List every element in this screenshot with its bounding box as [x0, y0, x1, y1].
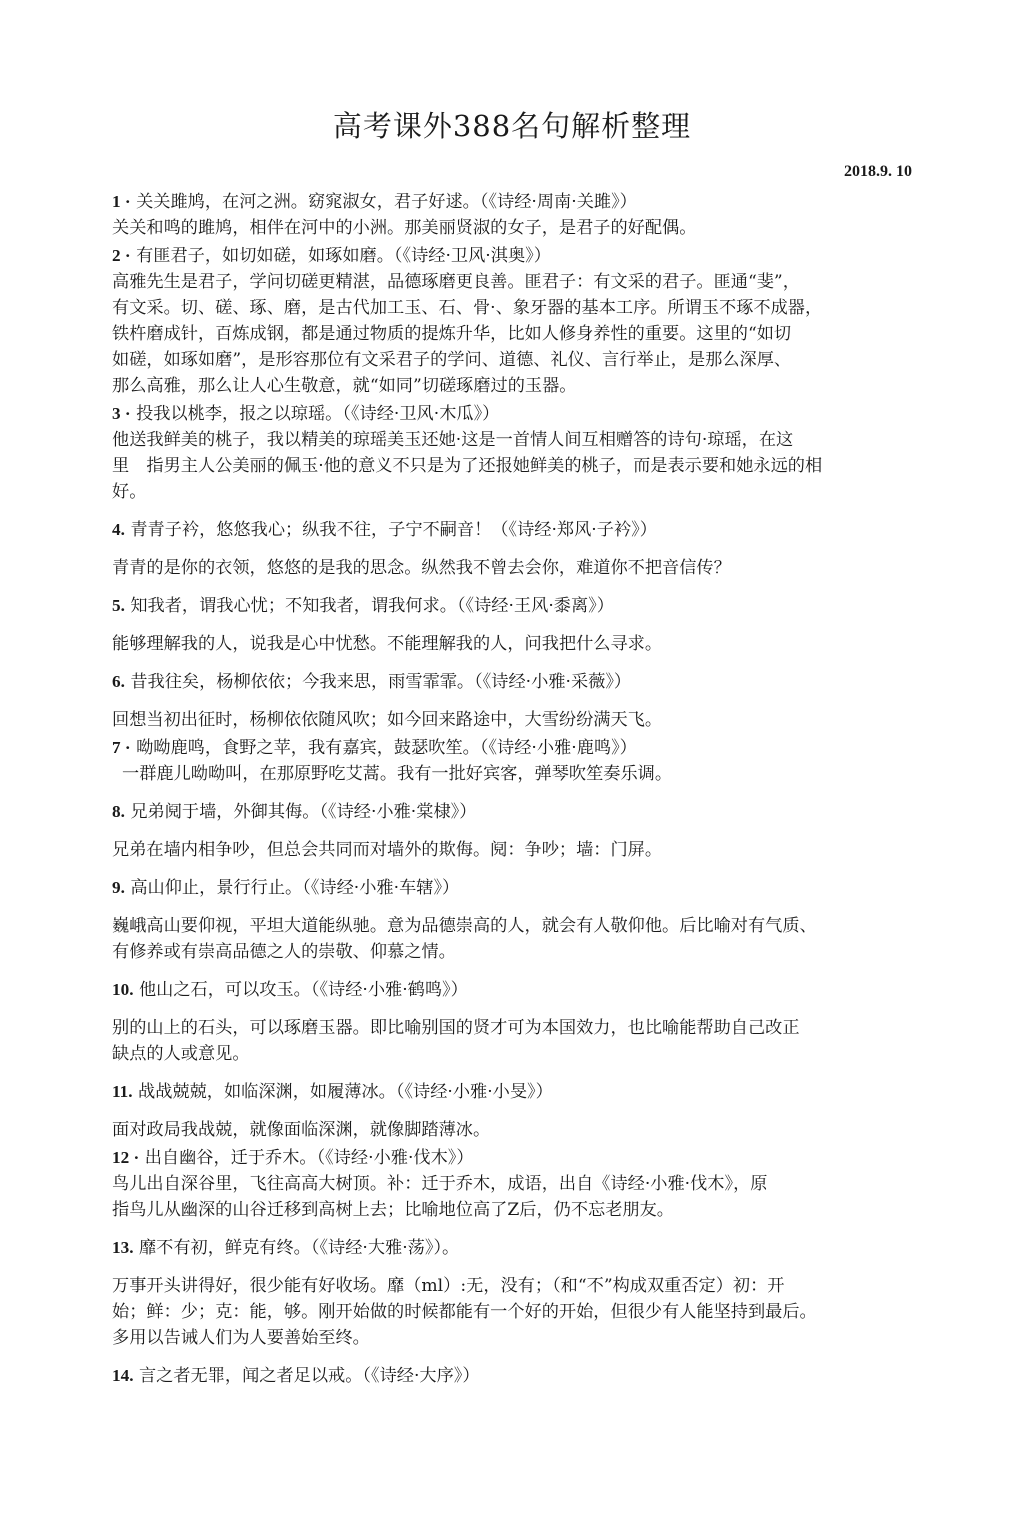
- entry-explanation-line: 能够理解我的人，说我是心中忧愁。不能理解我的人，问我把什么寻求。: [112, 634, 663, 654]
- entry-explanation-line: 那么高雅，那么让人心生敬意，就“如同”切磋琢磨过的玉器。: [112, 376, 577, 396]
- entry-quote: 言之者无罪，闻之者足以戒。（《诗经·大序》）: [138, 1366, 480, 1386]
- entry-quote: 兄弟阋于墙，外御其侮。（《诗经·小雅·棠棣》）: [130, 802, 477, 822]
- entry-explanation-line: 里 指男主人公美丽的佩玉·他的意义不只是为了还报她鲜美的桃子，而是表示要和她永远的相: [112, 456, 823, 476]
- entry-heading: [112, 799, 924, 825]
- entry-explanation-line: 鸟儿出自深谷里，飞往高高大树顶。补：迁于乔木，成语，出自《诗经·小雅·伐木》，原: [112, 1174, 768, 1194]
- page-title: 高考课外388名句解析整理: [332, 109, 692, 143]
- entry-heading: [112, 517, 924, 543]
- entry-number: 2 ·: [112, 246, 131, 265]
- entry-quote: 靡不有初，鲜克有终。（《诗经·大雅·荡》）。: [138, 1238, 460, 1258]
- entry-number: 7 ·: [112, 738, 131, 757]
- entry-explanation-line: 有文采。切、磋、琢、磨，是古代加工玉、石、骨·、象牙器的基本工序。所谓玉不琢不成器，: [112, 298, 823, 318]
- entry-number: 8.: [112, 802, 125, 821]
- entry-explanation-line: 他送我鲜美的桃子，我以精美的琼瑶美玉还她·这是一首情人间互相赠答的诗句·琼瑶，在这: [112, 430, 794, 450]
- entry-explanation-line: 缺点的人或意见。: [112, 1044, 250, 1064]
- entry-heading: [112, 1079, 924, 1105]
- entry-quote: 出自幽谷，迁于乔木。（《诗经·小雅·伐木》）: [144, 1148, 474, 1168]
- entry-quote: 有匪君子，如切如磋，如琢如磨。（《诗经·卫风·淇奥》）: [136, 246, 551, 266]
- entry-explanation-line: 好。: [112, 482, 147, 502]
- entry-heading: [112, 1363, 924, 1389]
- entry-explanation-line: 巍峨高山要仰视，平坦大道能纵驰。意为品德崇高的人，就会有人敬仰他。后比喻对有气质、: [112, 916, 817, 936]
- entry-explanation-line: 万事开头讲得好，很少能有好收场。靡（ml）:无，没有；（和“不”构成双重否定）初：开: [112, 1276, 785, 1296]
- entry-list: [112, 187, 924, 1389]
- entry-explanation-line: 兄弟在墙内相争吵，但总会共同而对墙外的欺侮。阋：争吵；墙：门屏。: [112, 840, 663, 860]
- entry-quote: 关关雎鸠，在河之洲。窈窕淑女，君子好逑。（《诗经·周南·关雎》）: [136, 192, 637, 212]
- entry-quote: 投我以桃李，报之以琼瑶。（《诗经·卫风·木瓜》）: [136, 404, 500, 424]
- entry-quote: 青青子衿，悠悠我心；纵我不往，子宁不嗣音！（《诗经·郑风·子衿》）: [130, 520, 657, 540]
- entry-explanation-line: 有修养或有崇高品德之人的崇敬、仰慕之情。: [112, 942, 456, 962]
- entry-quote: 知我者，谓我心忧；不知我者，谓我何求。（《诗经·王风·黍离》）: [130, 596, 614, 616]
- entry-explanation-line: 一群鹿儿呦呦叫，在那原野吃艾蒿。我有一批好宾客，弹琴吹笙奏乐调。: [122, 764, 673, 784]
- entry-explanation-line: 关关和鸣的雎鸠，相伴在河中的小洲。那美丽贤淑的女子，是君子的好配偶。: [112, 218, 697, 238]
- entry-explanation-line: 铁杵磨成针，百炼成钢，都是通过物质的提炼升华，比如人修身养性的重要。这里的“如切: [112, 324, 792, 344]
- entry-heading: [112, 875, 924, 901]
- entry-explanation-line: 高雅先生是君子，学问切磋更精湛，品德琢磨更良善。匪君子：有文采的君子。匪通“斐”，: [112, 272, 800, 292]
- entry-number: 3 ·: [112, 404, 131, 423]
- entry-quote: 他山之石，可以攻玉。（《诗经·小雅·鹤鸣》）: [138, 980, 468, 1000]
- entry-number: 9.: [112, 878, 125, 897]
- entry-explanation-line: 指鸟儿从幽深的山谷迁移到高树上去；比喻地位高了Z后，仍不忘老朋友。: [112, 1200, 674, 1220]
- entry-explanation-line: 如磋，如琢如磨”，是形容那位有文采君子的学问、道德、礼仪、言行举止，是那么深厚、: [112, 350, 792, 370]
- entry-heading: [112, 977, 924, 1003]
- entry-heading: [112, 593, 924, 619]
- entry-number: 13.: [112, 1238, 134, 1257]
- entry-explanation-line: 面对政局我战兢，就像面临深渊，就像脚踏薄冰。: [112, 1120, 491, 1140]
- entry-explanation-line: 多用以告诫人们为人要善始至终。: [112, 1328, 370, 1348]
- entry-heading: [112, 1235, 924, 1261]
- entry-explanation-line: 别的山上的石头，可以琢磨玉器。即比喻别国的贤才可为本国效力，也比喻能帮助自己改正: [112, 1018, 800, 1038]
- entry-heading: [112, 669, 924, 695]
- entry-number: 11.: [112, 1082, 133, 1101]
- entry-number: 1 ·: [112, 192, 131, 211]
- entry-number: 10.: [112, 980, 134, 999]
- entry-number: 6.: [112, 672, 125, 691]
- entry-quote: 战战兢兢，如临深渊，如履薄冰。（《诗经·小雅·小旻》）: [138, 1082, 553, 1102]
- entry-quote: 呦呦鹿鸣，食野之苹，我有嘉宾，鼓瑟吹笙。（《诗经·小雅·鹿鸣》）: [136, 738, 637, 758]
- entry-number: 12 ·: [112, 1148, 140, 1167]
- document-date: 2018.9. 10: [844, 163, 912, 180]
- entry-explanation-line: 青青的是你的衣领，悠悠的是我的思念。纵然我不曾去会你，难道你不把音信传？: [112, 558, 731, 578]
- entry-number: 14.: [112, 1366, 134, 1385]
- entry-heading: [112, 735, 924, 761]
- entry-quote: 昔我往矣，杨柳依依；今我来思，雨雪霏霏。（《诗经·小雅·采薇》）: [130, 672, 632, 692]
- entry-heading: [112, 1145, 924, 1171]
- entry-heading: [112, 243, 924, 269]
- entry-explanation-line: 始；鲜：少；克：能，够。刚开始做的时候都能有一个好的开始，但很少有人能坚持到最后。: [112, 1302, 817, 1322]
- entry-number: 4.: [112, 520, 125, 539]
- entry-heading: [112, 189, 924, 215]
- entry-number: 5.: [112, 596, 125, 615]
- entry-heading: [112, 401, 924, 427]
- entry-quote: 高山仰止，景行行止。（《诗经·小雅·车辖》）: [130, 878, 460, 898]
- entry-explanation-line: 回想当初出征时，杨柳依依随风吹；如今回来路途中，大雪纷纷满天飞。: [112, 710, 663, 730]
